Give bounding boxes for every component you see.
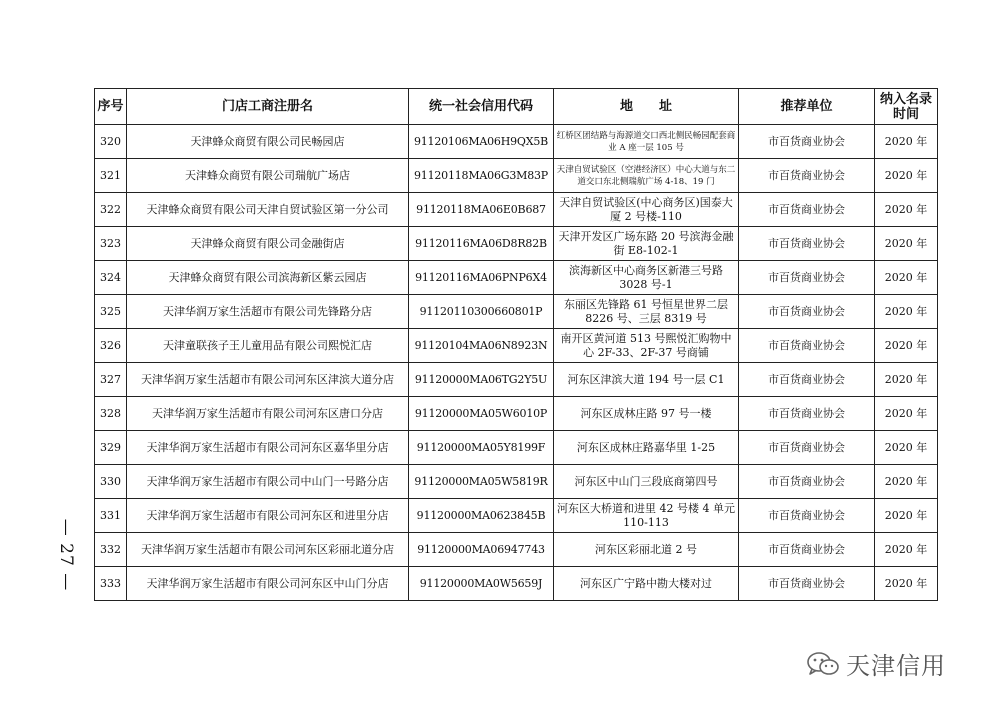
cell-listing-year: 2020 年	[875, 295, 938, 329]
header-credit-code: 统一社会信用代码	[409, 89, 554, 125]
cell-seq: 333	[95, 567, 127, 601]
cell-listing-year: 2020 年	[875, 329, 938, 363]
cell-seq: 329	[95, 431, 127, 465]
cell-store-name: 天津华润万家生活超市有限公司中山门一号路分店	[127, 465, 409, 499]
cell-seq: 328	[95, 397, 127, 431]
cell-seq: 326	[95, 329, 127, 363]
table-row	[95, 193, 938, 227]
cell-address: 天津开发区广场东路 20 号滨海金融街 E8-102-1	[554, 227, 739, 261]
cell-credit-code: 91120116MA06PNP6X4	[409, 261, 554, 295]
cell-credit-code: 91120116MA06D8R82B	[409, 227, 554, 261]
cell-address: 河东区津滨大道 194 号一层 C1	[554, 363, 739, 397]
table-row	[95, 465, 938, 499]
cell-address: 南开区黄河道 513 号熙悦汇购物中心 2F-33、2F-37 号商铺	[554, 329, 739, 363]
cell-seq: 322	[95, 193, 127, 227]
header-seq: 序号	[95, 89, 127, 125]
wechat-icon	[806, 651, 840, 677]
cell-listing-year: 2020 年	[875, 499, 938, 533]
cell-credit-code: 91120000MA06947743	[409, 533, 554, 567]
cell-store-name: 天津华润万家生活超市有限公司河东区中山门分店	[127, 567, 409, 601]
cell-credit-code: 91120104MA06N8923N	[409, 329, 554, 363]
table-row	[95, 329, 938, 363]
cell-recommending-unit: 市百货商业协会	[739, 159, 875, 193]
cell-listing-year: 2020 年	[875, 397, 938, 431]
cell-recommending-unit: 市百货商业协会	[739, 261, 875, 295]
cell-seq: 331	[95, 499, 127, 533]
cell-listing-year: 2020 年	[875, 533, 938, 567]
table-row	[95, 261, 938, 295]
table-header-row	[95, 89, 938, 125]
cell-listing-year: 2020 年	[875, 465, 938, 499]
cell-recommending-unit: 市百货商业协会	[739, 567, 875, 601]
cell-address: 东丽区先锋路 61 号恒星世界二层 8226 号、三层 8319 号	[554, 295, 739, 329]
cell-credit-code: 91120000MA05W6010P	[409, 397, 554, 431]
cell-recommending-unit: 市百货商业协会	[739, 125, 875, 159]
table-row	[95, 227, 938, 261]
cell-listing-year: 2020 年	[875, 227, 938, 261]
watermark	[806, 646, 946, 681]
cell-seq: 330	[95, 465, 127, 499]
cell-seq: 325	[95, 295, 127, 329]
cell-recommending-unit: 市百货商业协会	[739, 363, 875, 397]
cell-seq: 327	[95, 363, 127, 397]
header-listing-year: 纳入名录时间	[875, 89, 938, 125]
cell-listing-year: 2020 年	[875, 159, 938, 193]
cell-credit-code: 91120000MA05W5819R	[409, 465, 554, 499]
cell-recommending-unit: 市百货商业协会	[739, 431, 875, 465]
cell-address: 河东区广宁路中勘大楼对过	[554, 567, 739, 601]
cell-address: 天津自贸试验区(中心商务区)国泰大厦 2 号楼-110	[554, 193, 739, 227]
cell-credit-code: 91120000MA0623845B	[409, 499, 554, 533]
cell-listing-year: 2020 年	[875, 125, 938, 159]
cell-credit-code: 91120106MA06H9QX5B	[409, 125, 554, 159]
cell-address: 河东区大桥道和进里 42 号楼 4 单元 110-113	[554, 499, 739, 533]
cell-seq: 324	[95, 261, 127, 295]
table-row	[95, 295, 938, 329]
watermark-text: 天津信用	[846, 652, 946, 680]
cell-recommending-unit: 市百货商业协会	[739, 465, 875, 499]
table-row	[95, 567, 938, 601]
cell-recommending-unit: 市百货商业协会	[739, 295, 875, 329]
table-row	[95, 533, 938, 567]
cell-seq: 323	[95, 227, 127, 261]
header-address: 地 址	[554, 89, 739, 125]
table-row	[95, 363, 938, 397]
cell-address: 滨海新区中心商务区新港三号路 3028 号-1	[554, 261, 739, 295]
cell-address: 河东区彩丽北道 2 号	[554, 533, 739, 567]
cell-address: 天津自贸试验区（空港经济区）中心大道与东二道交口东北侧瑞航广场 4-18、19 门	[554, 159, 739, 193]
cell-credit-code: 91120118MA06G3M83P	[409, 159, 554, 193]
table-row	[95, 431, 938, 465]
cell-credit-code: 91120110300660801P	[409, 295, 554, 329]
cell-store-name: 天津华润万家生活超市有限公司河东区彩丽北道分店	[127, 533, 409, 567]
store-registry-table	[94, 88, 938, 601]
cell-store-name: 天津蜂众商贸有限公司滨海新区紫云园店	[127, 261, 409, 295]
cell-store-name: 天津华润万家生活超市有限公司河东区和进里分店	[127, 499, 409, 533]
cell-credit-code: 91120118MA06E0B687	[409, 193, 554, 227]
table-row	[95, 125, 938, 159]
cell-address: 河东区成林庄路嘉华里 1-25	[554, 431, 739, 465]
cell-address: 红桥区团结路与海源道交口西北侧民畅园配套商业 A 座一层 105 号	[554, 125, 739, 159]
cell-credit-code: 91120000MA0W5659J	[409, 567, 554, 601]
cell-store-name: 天津蜂众商贸有限公司天津自贸试验区第一分公司	[127, 193, 409, 227]
cell-recommending-unit: 市百货商业协会	[739, 499, 875, 533]
cell-store-name: 天津华润万家生活超市有限公司先锋路分店	[127, 295, 409, 329]
cell-address: 河东区中山门三段底商第四号	[554, 465, 739, 499]
cell-recommending-unit: 市百货商业协会	[739, 533, 875, 567]
cell-store-name: 天津华润万家生活超市有限公司河东区唐口分店	[127, 397, 409, 431]
cell-listing-year: 2020 年	[875, 193, 938, 227]
cell-listing-year: 2020 年	[875, 567, 938, 601]
cell-recommending-unit: 市百货商业协会	[739, 193, 875, 227]
cell-listing-year: 2020 年	[875, 261, 938, 295]
cell-seq: 320	[95, 125, 127, 159]
cell-store-name: 天津童联孩子王儿童用品有限公司熙悦汇店	[127, 329, 409, 363]
cell-credit-code: 91120000MA06TG2Y5U	[409, 363, 554, 397]
table-row	[95, 397, 938, 431]
cell-recommending-unit: 市百货商业协会	[739, 227, 875, 261]
cell-seq: 321	[95, 159, 127, 193]
cell-listing-year: 2020 年	[875, 363, 938, 397]
header-recommending-unit: 推荐单位	[739, 89, 875, 125]
cell-store-name: 天津蜂众商贸有限公司民畅园店	[127, 125, 409, 159]
cell-seq: 332	[95, 533, 127, 567]
page-number: — 27 —	[56, 518, 77, 592]
cell-address: 河东区成林庄路 97 号一楼	[554, 397, 739, 431]
cell-store-name: 天津蜂众商贸有限公司金融街店	[127, 227, 409, 261]
table-row	[95, 499, 938, 533]
cell-recommending-unit: 市百货商业协会	[739, 397, 875, 431]
cell-recommending-unit: 市百货商业协会	[739, 329, 875, 363]
cell-store-name: 天津华润万家生活超市有限公司河东区津滨大道分店	[127, 363, 409, 397]
table-row	[95, 159, 938, 193]
cell-credit-code: 91120000MA05Y8199F	[409, 431, 554, 465]
cell-store-name: 天津蜂众商贸有限公司瑞航广场店	[127, 159, 409, 193]
cell-listing-year: 2020 年	[875, 431, 938, 465]
header-store-name: 门店工商注册名	[127, 89, 409, 125]
cell-store-name: 天津华润万家生活超市有限公司河东区嘉华里分店	[127, 431, 409, 465]
